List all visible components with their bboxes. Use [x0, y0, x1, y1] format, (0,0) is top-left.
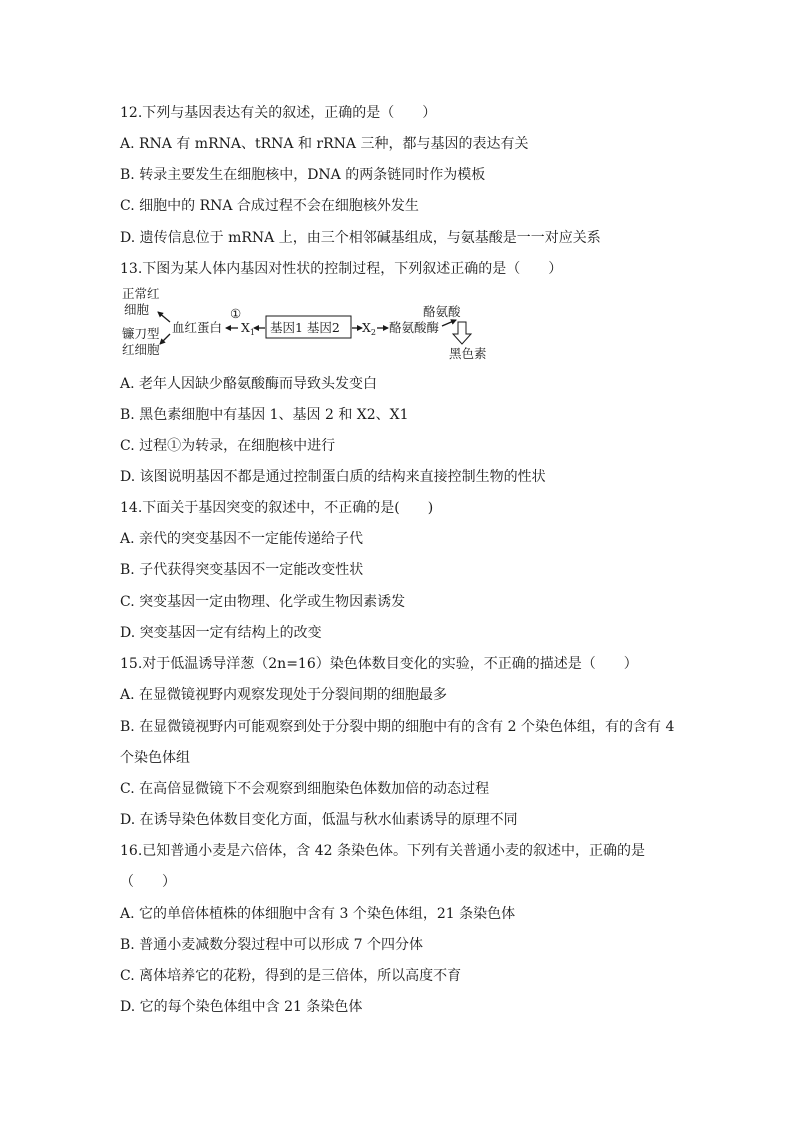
arrow-to-normal-rbc: [158, 312, 170, 322]
q15-option-b-line1: B. 在显微镜视野内可能观察到处于分裂中期的细胞中有的含有 2 个染色体组，有的含有 4: [120, 719, 675, 735]
q15-stem: 15.对于低温诱导洋葱（2n=16）染色体数目变化的实验，不正确的描述是（ ）: [120, 656, 638, 672]
q13-stem: 13.下图为某人体内基因对性状的控制过程，下列叙述正确的是（ ）: [120, 261, 563, 277]
down-arrow-icon: [453, 322, 471, 344]
x1-label: $X_1$: [241, 320, 255, 337]
tyrosinase-label: 酪氨酸酶: [389, 320, 440, 335]
q15-option-b-line2: 个染色体组: [120, 750, 190, 766]
arrow-to-tyrosine: [442, 320, 456, 326]
q13-option-a: A. 老年人因缺少酪氨酸酶而导致头发变白: [120, 376, 378, 392]
q16-stem-line2: （ ）: [120, 874, 176, 890]
melanin-label: 黑色素: [449, 346, 487, 361]
q16-option-c: C. 离体培养它的花粉，得到的是三倍体，所以高度不育: [120, 968, 462, 984]
q12-option-b: B. 转录主要发生在细胞核中，DNA 的两条链同时作为模板: [120, 167, 486, 183]
q15-option-c: C. 在高倍显微镜下不会观察到细胞染色体数加倍的动态过程: [120, 781, 490, 797]
normal-rbc-label-2: 细胞: [124, 302, 150, 317]
q13-option-b: B. 黑色素细胞中有基因 1、基因 2 和 X2、X1: [120, 407, 409, 423]
q14-option-a: A. 亲代的突变基因不一定能传递给子代: [120, 531, 364, 547]
q16-option-b: B. 普通小麦减数分裂过程中可以形成 7 个四分体: [120, 937, 423, 953]
tyrosine-label: 酪氨酸: [423, 304, 461, 319]
q14-option-b: B. 子代获得突变基因不一定能改变性状: [120, 562, 364, 578]
x2-label: $X_2$: [362, 320, 376, 337]
sickle-rbc-label-1: 镰刀型: [122, 326, 160, 341]
q12-option-a: A. RNA 有 mRNA、tRNA 和 rRNA 三种，都与基因的表达有关: [120, 136, 529, 152]
q13-option-c: C. 过程①为转录，在细胞核中进行: [120, 438, 336, 454]
q15-option-a: A. 在显微镜视野内观察发现处于分裂间期的细胞最多: [120, 687, 448, 703]
q14-stem: 14.下面关于基因突变的叙述中，不正确的是( ): [120, 500, 434, 516]
q15-option-d: D. 在诱导染色体数目变化方面，低温与秋水仙素诱导的原理不同: [120, 812, 518, 828]
sickle-rbc-label-2: 红细胞: [122, 342, 160, 357]
q14-option-c: C. 突变基因一定由物理、化学或生物因素诱发: [120, 594, 406, 610]
q12-option-d: D. 遗传信息位于 mRNA 上，由三个相邻碱基组成，与氨基酸是一一对应关系: [120, 230, 601, 246]
q12-option-c: C. 细胞中的 RNA 合成过程不会在细胞核外发生: [120, 198, 419, 214]
q16-stem-line1: 16.已知普通小麦是六倍体，含 42 条染色体。下列有关普通小麦的叙述中，正确的是: [120, 843, 645, 859]
arrow-to-sickle-rbc: [160, 334, 170, 344]
process-one-label: ①: [230, 306, 242, 321]
q14-option-d: D. 突变基因一定有结构上的改变: [120, 625, 322, 641]
gene-control-diagram: [118, 286, 498, 366]
q13-option-d: D. 该图说明基因不都是通过控制蛋白质的结构来直接控制生物的性状: [120, 469, 546, 485]
normal-rbc-label-1: 正常红: [122, 286, 160, 301]
q16-option-d: D. 它的每个染色体组中含 21 条染色体: [120, 999, 363, 1015]
hemoglobin-label: 血红蛋白: [172, 320, 223, 335]
q12-stem: 12.下列与基因表达有关的叙述，正确的是（ ）: [120, 105, 437, 121]
genes-label: 基因1 基因2: [270, 320, 340, 335]
q16-option-a: A. 它的单倍体植株的体细胞中含有 3 个染色体组，21 条染色体: [120, 906, 516, 922]
